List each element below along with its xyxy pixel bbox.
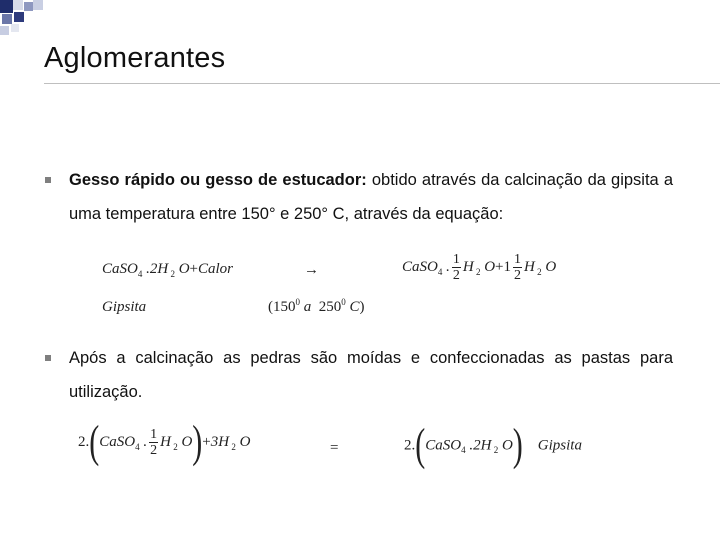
deco-square	[13, 0, 23, 10]
bullet-marker	[45, 355, 51, 361]
deco-square	[33, 0, 43, 10]
eq1-rhs: CaSO$_4$ . $\frac{1}{2}$ H $_2$ O+1 $\frac{1}{2}$ H $_2$ O	[402, 252, 557, 283]
eq1-arrow: →	[304, 262, 319, 278]
deco-square	[14, 12, 24, 22]
bullet-1-body: obtido através da calcinação da gipsita a uma temperatura entre 150° e 250° C, através da equação:	[69, 171, 673, 223]
eq2-lhs: 2.(CaSO$_4$ . $\frac{1}{2}$ H $_2$ O)+3H $_2$ O	[78, 417, 251, 467]
bullet-marker	[45, 177, 51, 183]
deco-square	[0, 0, 13, 13]
eq1-lhs: CaSO$_4$ .2H $_2$ O+Calor	[102, 261, 234, 279]
bullet-text-2: Após a calcinação as pedras são moídas e confeccionadas as pastas para utilização.	[69, 349, 673, 401]
eq2-rhs: 2.(CaSO$_4$ .2H $_2$ O) Gipsita	[404, 420, 582, 470]
eq2-equals: =	[330, 440, 339, 456]
deco-square	[11, 24, 19, 32]
eq2-rhs-label: Gipsita	[537, 437, 582, 454]
eq1-condition: ($150^0$ a $250^0$ C)	[268, 297, 365, 315]
slide-title: Aglomerantes	[44, 42, 226, 74]
bullet-text-1	[69, 163, 673, 231]
deco-square	[24, 2, 33, 11]
eq1-lhs-label: Gipsita	[102, 299, 147, 315]
deco-square	[2, 14, 12, 24]
bullet-1-bold: Gesso rápido ou gesso de estucador:	[69, 171, 367, 189]
deco-square	[0, 26, 9, 35]
title-divider	[44, 83, 720, 84]
